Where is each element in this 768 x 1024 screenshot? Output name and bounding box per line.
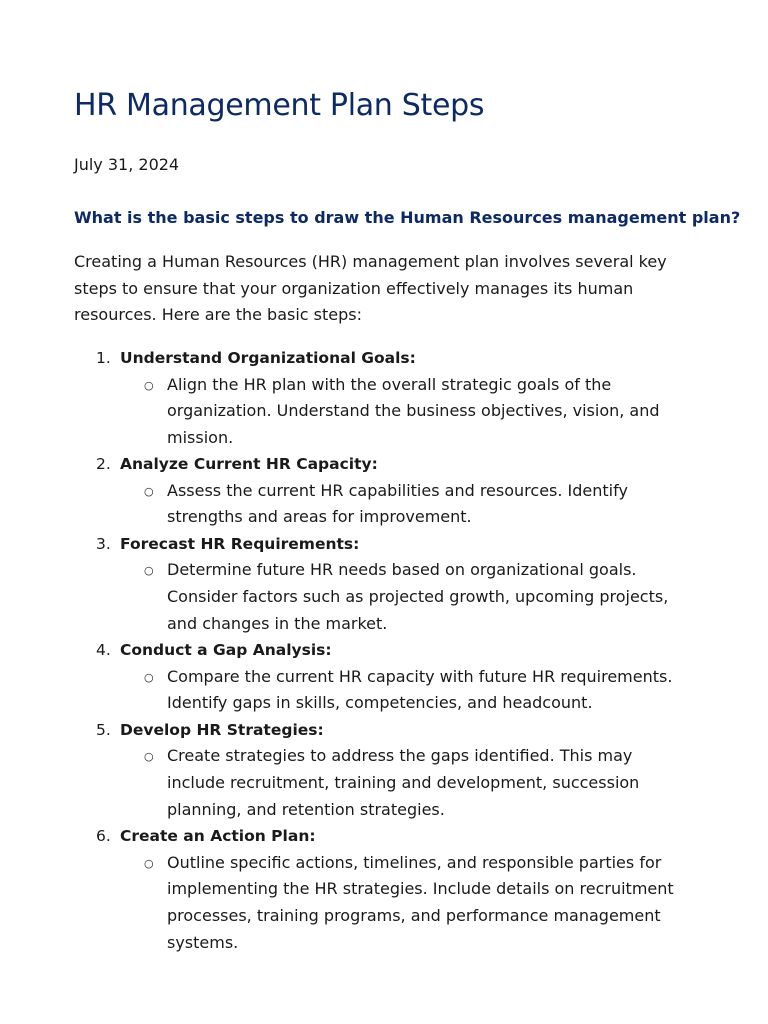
step-detail bbox=[0, 664, 692, 717]
hollow-bullet-icon: ○ bbox=[144, 670, 154, 684]
step-detail-text: Assess the current HR capabilities and resources. Identify strengths and areas for improvement. bbox=[167, 480, 628, 527]
step-item bbox=[0, 345, 768, 372]
step-detail-text: Align the HR plan with the overall strategic goals of the organization. Understand the business objectives, vision, and mission. bbox=[167, 374, 660, 447]
step-number: 4. bbox=[96, 641, 111, 660]
step-item bbox=[0, 531, 768, 558]
step-item bbox=[0, 717, 768, 744]
step-item bbox=[0, 823, 768, 850]
publish-date: July 31, 2024 bbox=[74, 155, 180, 174]
hollow-bullet-icon: ○ bbox=[144, 378, 154, 392]
step-title: Forecast HR Requirements: bbox=[120, 534, 360, 553]
hollow-bullet-icon: ○ bbox=[144, 564, 154, 578]
step-number: 5. bbox=[96, 720, 111, 739]
step-title: Analyze Current HR Capacity: bbox=[120, 455, 378, 474]
step-detail bbox=[0, 557, 692, 637]
steps-list bbox=[0, 345, 768, 956]
step-title: Conduct a Gap Analysis: bbox=[120, 641, 332, 660]
step-title: Create an Action Plan: bbox=[120, 827, 316, 846]
step-detail-text: Outline specific actions, timelines, and responsible parties for implementing the HR strategies. Include details on recruitment processes, training programs, and performance management systems. bbox=[167, 852, 674, 952]
step-detail bbox=[0, 743, 692, 823]
step-detail-text: Compare the current HR capacity with future HR requirements. Identify gaps in skills, competencies, and headcount. bbox=[167, 666, 673, 713]
step-title: Develop HR Strategies: bbox=[120, 720, 324, 739]
page-title: HR Management Plan Steps bbox=[74, 88, 485, 123]
section-question: What is the basic steps to draw the Human Resources management plan? bbox=[74, 208, 741, 227]
step-item bbox=[0, 451, 768, 478]
hollow-bullet-icon: ○ bbox=[144, 856, 154, 870]
step-detail bbox=[0, 478, 692, 531]
step-detail bbox=[0, 372, 692, 452]
step-number: 2. bbox=[96, 455, 111, 474]
hollow-bullet-icon: ○ bbox=[144, 484, 154, 498]
step-detail-text: Determine future HR needs based on organizational goals. Consider factors such as projected growth, upcoming projects, and changes in the market. bbox=[167, 560, 669, 633]
hollow-bullet-icon: ○ bbox=[144, 750, 154, 764]
step-number: 6. bbox=[96, 827, 111, 846]
intro-paragraph: Creating a Human Resources (HR) management plan involves several key steps to ensure that your organization effectively manages its human resources. Here are the basic steps: bbox=[74, 252, 667, 325]
step-detail bbox=[0, 850, 692, 956]
step-number: 3. bbox=[96, 534, 111, 553]
step-item bbox=[0, 637, 768, 664]
step-number: 1. bbox=[96, 349, 111, 367]
step-detail-text: Create strategies to address the gaps identified. This may include recruitment, training and development, succession planning, and retention strategies. bbox=[167, 746, 640, 819]
step-title: Understand Organizational Goals: bbox=[120, 349, 416, 367]
